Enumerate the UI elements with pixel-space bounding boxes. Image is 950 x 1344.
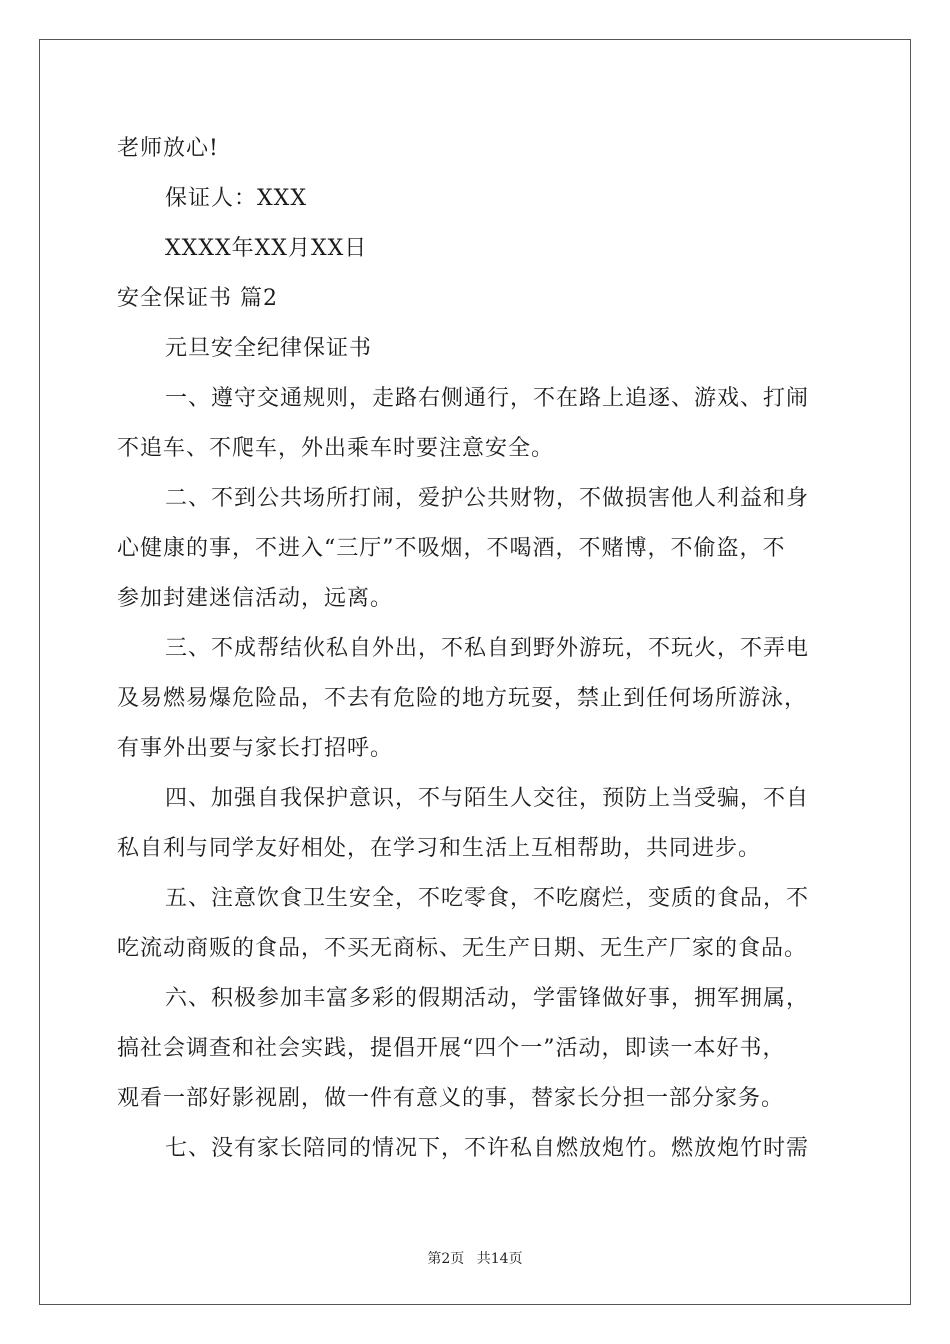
paragraph-line: 心健康的事，不进入“三厅”不吸烟，不喝酒，不赌博，不偷盗，不 — [117, 536, 786, 561]
paragraph-line: 吃流动商贩的食品，不买无商标、无生产日期、无生产厂家的食品。 — [117, 936, 808, 961]
paragraph-line: 七、没有家长陪同的情况下，不许私自燃放炮竹。燃放炮竹时需 — [165, 1136, 810, 1161]
signatory-line: 保证人：XXX — [165, 186, 307, 211]
paragraph-line: 五、注意饮食卫生安全，不吃零食，不吃腐烂，变质的食品，不 — [165, 886, 810, 911]
paragraph-line: 有事外出要与家长打招呼。 — [117, 736, 394, 761]
document-title: 元旦安全纪律保证书 — [165, 336, 373, 361]
section-heading: 安全保证书 篇2 — [117, 286, 278, 311]
paragraph-line: 四、加强自我保护意识，不与陌生人交往，预防上当受骗，不自 — [165, 786, 810, 811]
paragraph-line: 二、不到公共场所打闹，爱护公共财物，不做损害他人利益和身 — [165, 486, 810, 511]
document-body — [117, 124, 837, 1174]
paragraph-line: 私自利与同学友好相处，在学习和生活上互相帮助，共同进步。 — [117, 836, 762, 861]
paragraph-line: 搞社会调查和社会实践，提倡开展“四个一”活动，即读一本好书， — [117, 1036, 786, 1061]
paragraph-line: 三、不成帮结伙私自外出，不私自到野外游玩，不玩火，不弄电 — [165, 636, 810, 661]
page-footer — [0, 1248, 950, 1268]
text-line: 老师放心! — [117, 136, 219, 161]
paragraph-line: 不追车、不爬车，外出乘车时要注意安全。 — [117, 436, 555, 461]
date-line: XXXX年XX月XX日 — [165, 236, 368, 261]
paragraph-line: 六、积极参加丰富多彩的假期活动，学雷锋做好事，拥军拥属， — [165, 986, 810, 1011]
page-total: 共14页 — [476, 1251, 523, 1267]
paragraph-line: 及易燃易爆危险品，不去有危险的地方玩耍，禁止到任何场所游泳， — [117, 686, 808, 711]
paragraph-line: 一、遵守交通规则，走路右侧通行，不在路上追逐、游戏、打闹 — [165, 386, 810, 411]
paragraph-line: 观看一部好影视剧，做一件有意义的事，替家长分担一部分家务。 — [117, 1086, 785, 1111]
paragraph-line: 参加封建迷信活动，远离。 — [117, 586, 394, 611]
page-number: 第2页 — [427, 1251, 465, 1267]
